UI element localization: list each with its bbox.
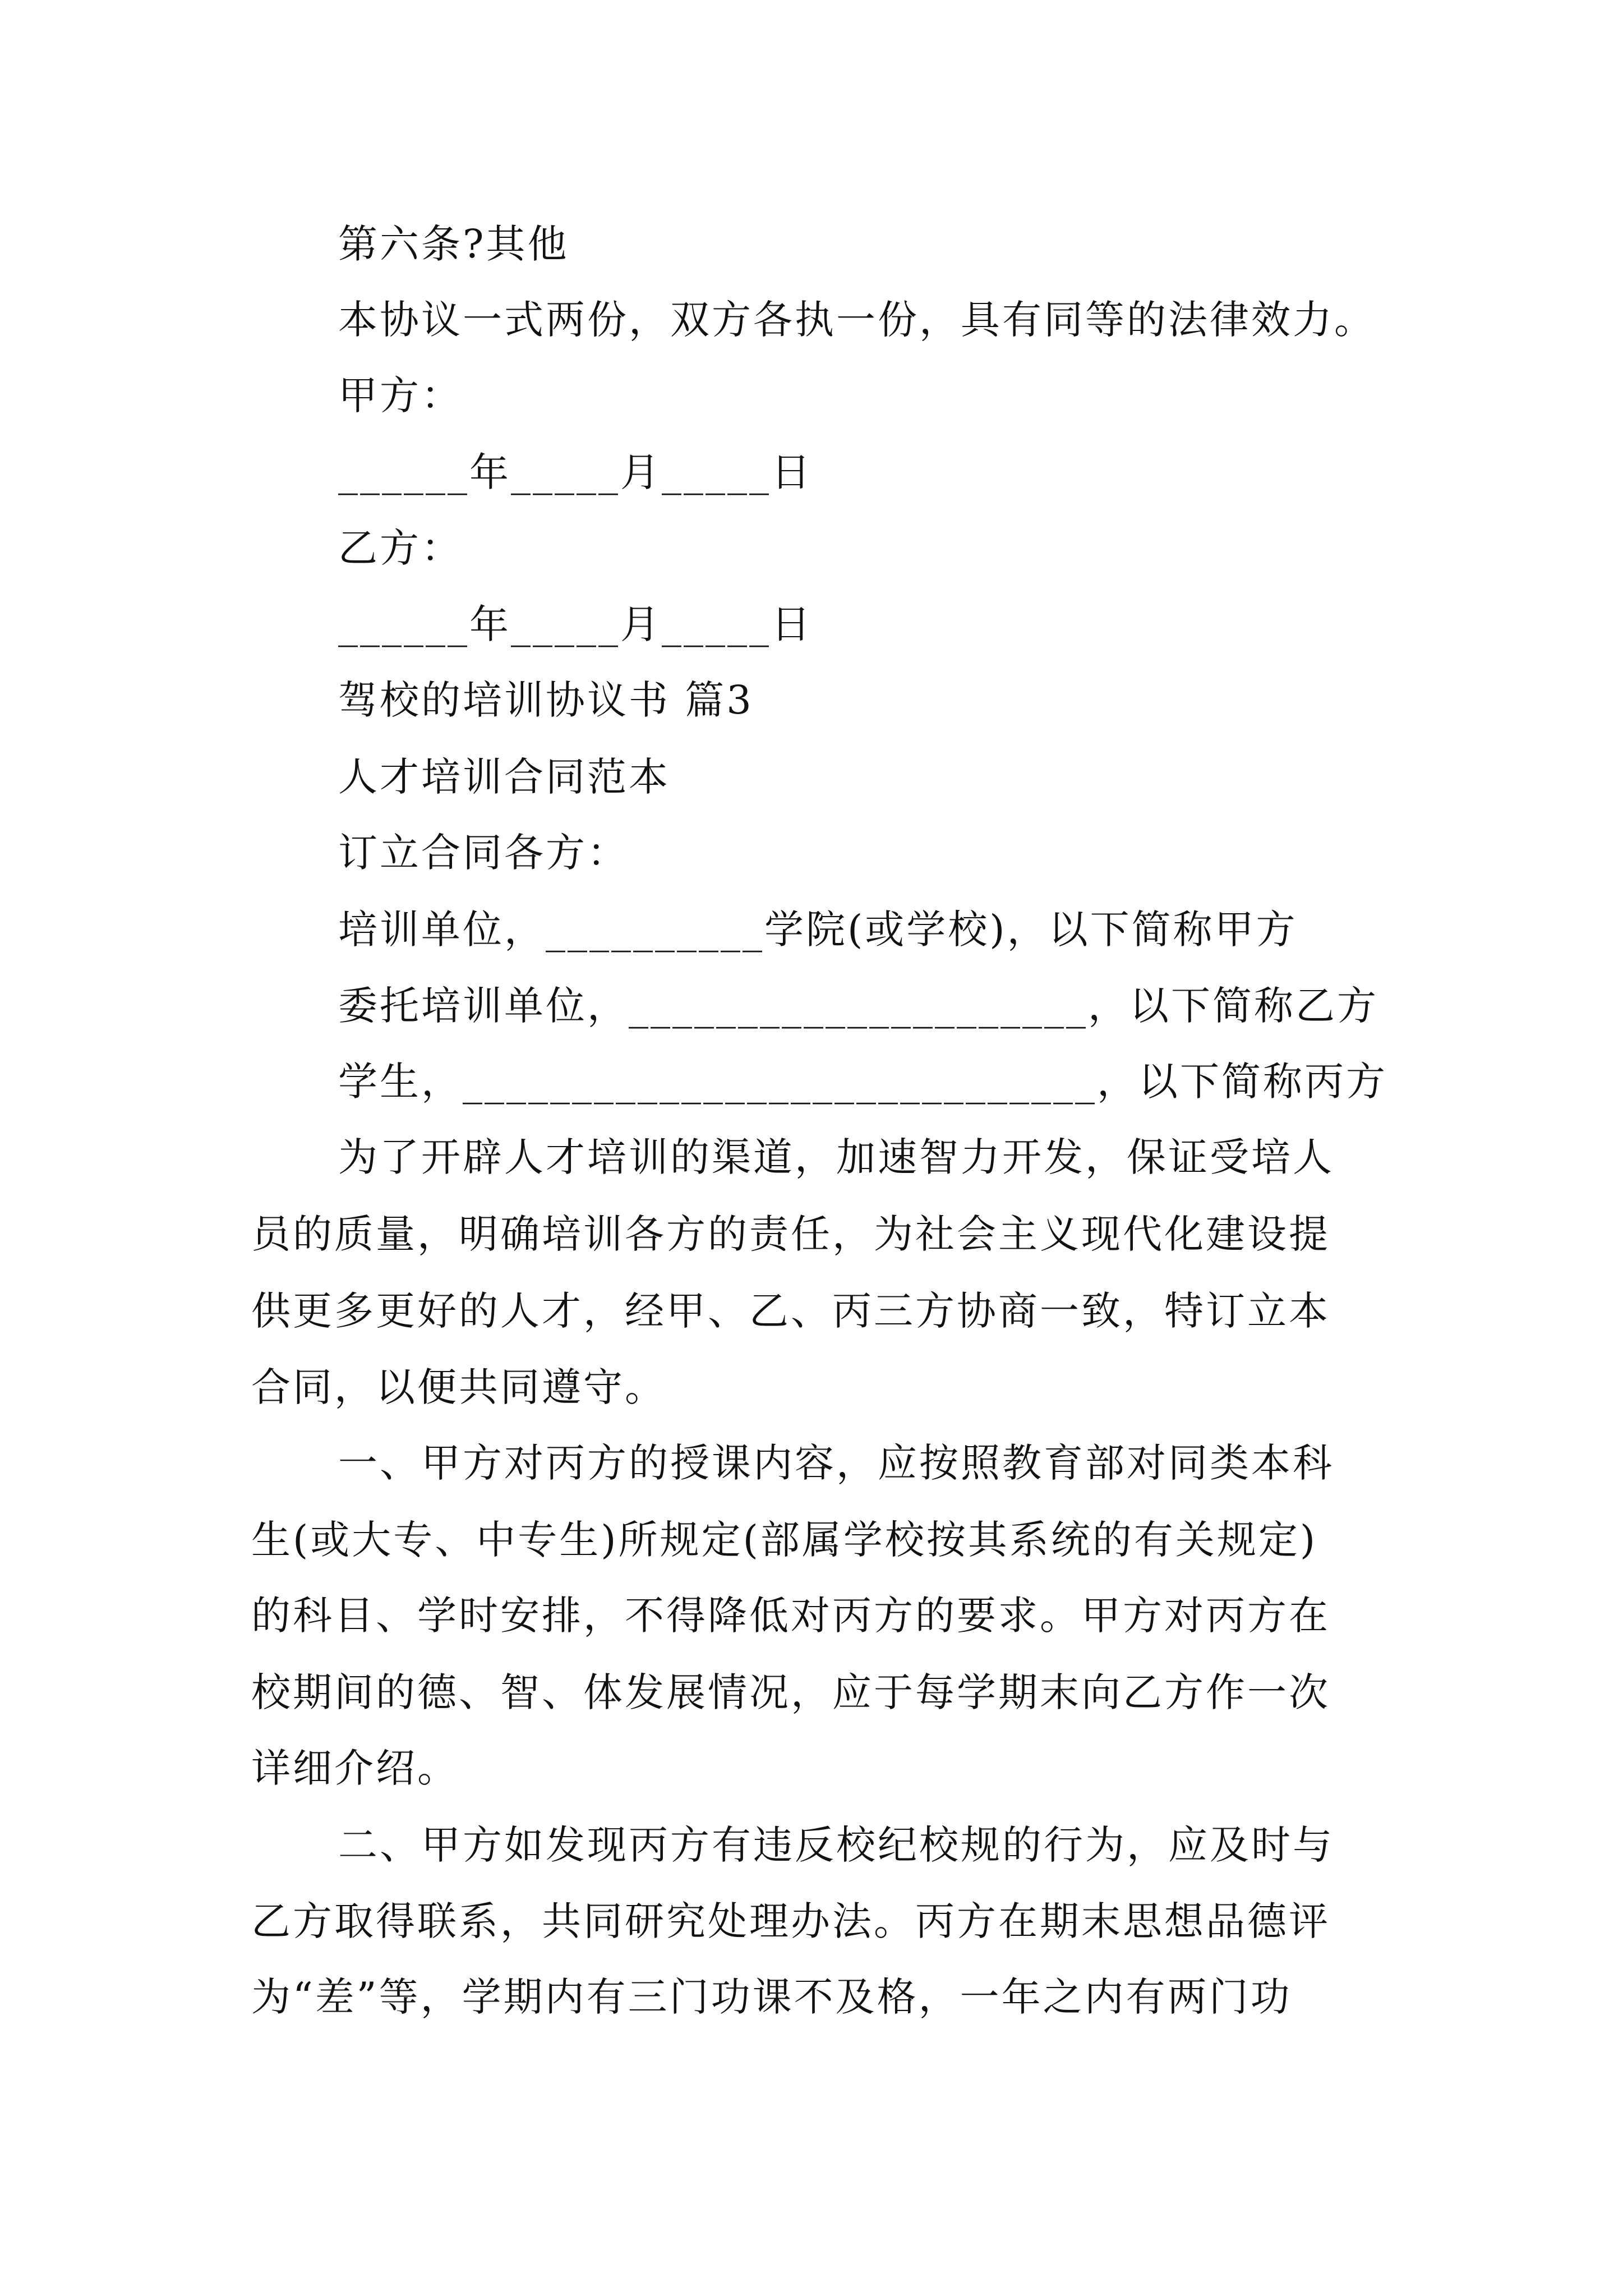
paragraph-line: 的科目、学时安排，不得降低对丙方的要求。甲方对丙方在 [251,1593,1330,1639]
party-b-date-line: ______年_____月_____日 [338,601,813,647]
party-a-date-line: ______年_____月_____日 [338,449,813,495]
paragraph-line: 一、甲方对丙方的授课内容，应按照教育部对同类本科 [338,1440,1334,1486]
party-b-label: 乙方： [338,525,463,571]
paragraph-line: 二、甲方如发现丙方有违反校纪校规的行为，应及时与 [338,1822,1334,1868]
party-line-commissioning-unit: 委托培训单位，_____________________，以下简称乙方 [338,983,1378,1029]
paragraph-line: 乙方取得联系，共同研究处理办法。丙方在期末思想品德评 [251,1898,1330,1944]
contract-title: 人才培训合同范本 [338,754,670,800]
section-title: 驾校的培训协议书 篇3 [338,677,754,723]
paragraph-line: 生(或大专、中专生)所规定(部属学校按其系统的有关规定) [251,1517,1318,1563]
paragraph-line: 供更多更好的人才，经甲、乙、丙三方协商一致，特订立本 [251,1288,1330,1334]
text-line: 本协议一式两份，双方各执一份，具有同等的法律效力。 [338,297,1376,343]
paragraph-line: 为“差”等，学期内有三门功课不及格，一年之内有两门功 [251,1974,1292,2020]
section-heading-article-6: 第六条?其他 [338,221,569,267]
paragraph-line: 为了开辟人才培训的渠道，加速智力开发，保证受培人 [338,1134,1334,1180]
party-line-student: 学生，_____________________________，以下简称丙方 [338,1059,1387,1105]
paragraph-line: 员的质量，明确培训各方的责任，为社会主义现代化建设提 [251,1211,1330,1257]
paragraph-line: 合同，以便共同遵守。 [251,1364,666,1410]
paragraph-line: 校期间的德、智、体发展情况，应于每学期末向乙方作一次 [251,1669,1330,1715]
parties-heading: 订立合同各方： [338,830,629,876]
party-line-training-unit: 培训单位，__________学院(或学校)，以下简称甲方 [338,907,1298,953]
paragraph-line: 详细介绍。 [251,1745,459,1791]
party-a-label: 甲方： [338,372,463,418]
